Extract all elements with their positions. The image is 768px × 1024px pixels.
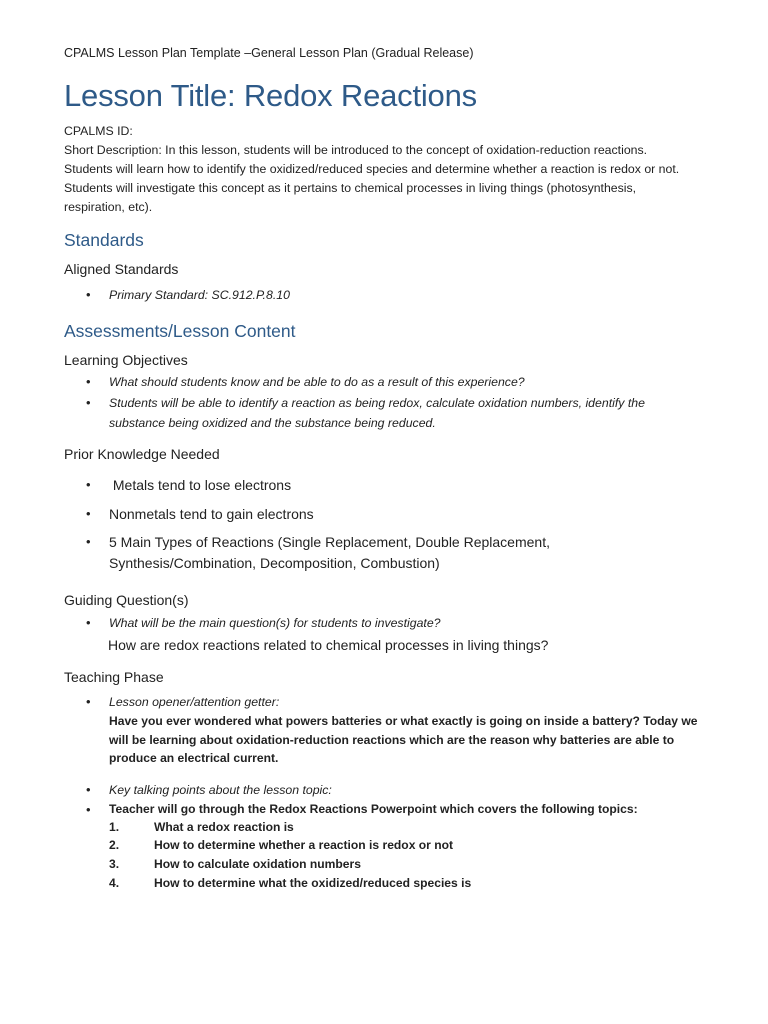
powerpoint-line: Teacher will go through the Redox Reactions Powerpoint which covers the following topics: xyxy=(109,802,638,816)
bullet-icon: • xyxy=(86,374,91,389)
guiding-questions-heading: Guiding Question(s) xyxy=(64,592,189,608)
topic-number: 2. xyxy=(109,838,120,852)
guiding-question-prompt: What will be the main question(s) for students to investigate? xyxy=(109,616,441,630)
prior-knowledge-text-continued: Synthesis/Combination, Decomposition, Combustion) xyxy=(109,555,440,571)
prior-knowledge-text: 5 Main Types of Reactions (Single Replacement, Double Replacement, xyxy=(109,534,550,550)
learning-objectives-heading: Learning Objectives xyxy=(64,352,188,368)
bullet-icon: • xyxy=(86,694,91,709)
bullet-icon: • xyxy=(86,615,91,630)
topic-item xyxy=(109,820,294,834)
standards-heading: Standards xyxy=(64,230,144,250)
bullet-icon: • xyxy=(86,395,91,410)
prior-knowledge-text: Metals tend to lose electrons xyxy=(109,477,292,493)
lesson-description xyxy=(64,122,714,217)
description-line: Students will investigate this concept as it pertains to chemical processes in living things (photosynthesis, xyxy=(64,181,637,195)
primary-standard: Primary Standard: SC.912.P.8.10 xyxy=(109,288,290,302)
teaching-phase-heading: Teaching Phase xyxy=(64,669,164,685)
description-line: Short Description: In this lesson, students will be introduced to the concept of oxidation-reduction reactions. xyxy=(64,143,648,157)
page-title: Lesson Title: Redox Reactions xyxy=(64,78,477,113)
opener-text: will be learning about oxidation-reduction reactions which are the reason why batteries are able to xyxy=(109,733,675,747)
objective-text: What should students know and be able to do as a result of this experience? xyxy=(109,375,525,389)
cpalms-id-line: CPALMS ID: xyxy=(64,124,133,138)
topic-item xyxy=(109,838,453,852)
bullet-icon: • xyxy=(86,534,91,549)
prior-knowledge-heading: Prior Knowledge Needed xyxy=(64,446,220,462)
topic-item xyxy=(109,876,471,890)
topic-number: 4. xyxy=(109,876,120,890)
opener-text: Have you ever wondered what powers batteries or what exactly is going on inside a battery? Today we xyxy=(109,714,698,728)
aligned-standards-heading: Aligned Standards xyxy=(64,261,179,277)
description-line: Students will learn how to identify the oxidized/reduced species and determine whether a reaction is redox or not. xyxy=(64,162,680,176)
bullet-icon: • xyxy=(86,782,91,797)
bullet-icon: • xyxy=(86,477,91,492)
template-header: CPALMS Lesson Plan Template –General Lesson Plan (Gradual Release) xyxy=(64,46,474,60)
objective-text: Students will be able to identify a reaction as being redox, calculate oxidation numbers, identify the xyxy=(109,396,645,410)
objective-text-continued: substance being oxidized and the substance being reduced. xyxy=(109,416,436,430)
description-line: respiration, etc). xyxy=(64,200,153,214)
topic-text: How to determine what the oxidized/reduced species is xyxy=(154,876,472,890)
topic-number: 1. xyxy=(109,820,120,834)
topic-item xyxy=(109,857,361,871)
bullet-icon: • xyxy=(86,802,91,817)
talking-points-label: Key talking points about the lesson topic: xyxy=(109,783,332,797)
assessments-heading: Assessments/Lesson Content xyxy=(64,321,296,341)
topic-text: How to calculate oxidation numbers xyxy=(154,857,361,871)
opener-text: produce an electrical current. xyxy=(109,751,279,765)
bullet-icon: • xyxy=(86,506,91,521)
topic-number: 3. xyxy=(109,857,120,871)
opener-label: Lesson opener/attention getter: xyxy=(109,695,280,709)
bullet-icon: • xyxy=(86,287,91,302)
guiding-question-answer: How are redox reactions related to chemical processes in living things? xyxy=(108,637,549,653)
topic-text: What a redox reaction is xyxy=(154,820,294,834)
topic-text: How to determine whether a reaction is redox or not xyxy=(154,838,454,852)
prior-knowledge-text: Nonmetals tend to gain electrons xyxy=(109,506,314,522)
